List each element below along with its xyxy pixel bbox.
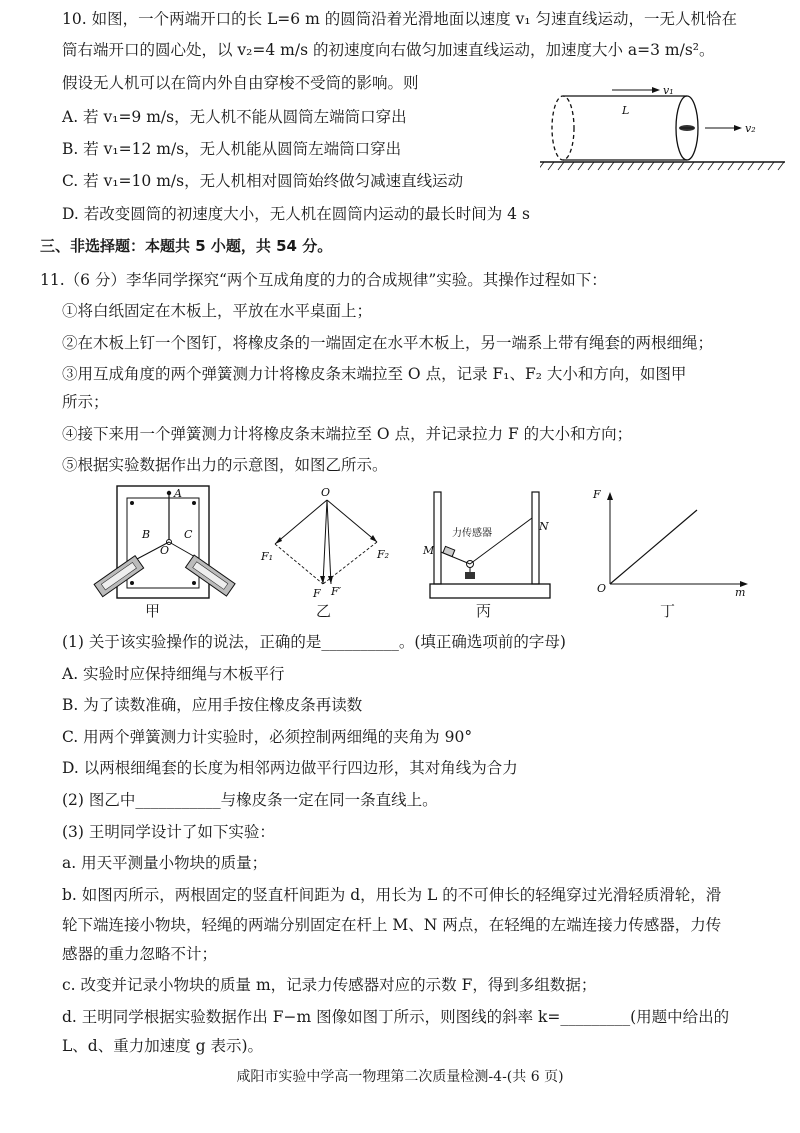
q11-line-1: 11.（6 分）李华同学探究“两个互成角度的力的合成规律”实验。其操作过程如下： [40, 271, 607, 289]
point-n-label: N [539, 520, 549, 533]
point-a-label: A [174, 487, 182, 500]
figure-yi [255, 484, 400, 599]
part-2-question: (2) 图乙中___________与橡皮条一定在同一条直线上。 [62, 791, 438, 809]
part-3-step-a: a. 用天平测量小物块的质量； [62, 854, 268, 872]
caption-jia: 甲 [145, 602, 161, 620]
part-1-question: (1) 关于该实验操作的说法，正确的是__________。(填正确选项前的字母) [62, 633, 566, 651]
point-c-label: C [184, 528, 193, 541]
ding-m-axis-label: m [735, 586, 746, 599]
figure-bing [420, 484, 560, 602]
q10-option-b: B. 若 v₁=12 m/s，无人机能从圆筒左端筒口穿出 [62, 140, 402, 158]
point-m-label: M [423, 544, 435, 557]
q10-option-c: C. 若 v₁=10 m/s，无人机相对圆筒始终做匀减速直线运动 [62, 172, 464, 190]
part-1-option-a: A. 实验时应保持细绳与木板平行 [62, 665, 285, 683]
part-3-intro: (3) 王明同学设计了如下实验： [62, 823, 275, 841]
part-3-step-b-line-3: 感器的重力忽略不计； [62, 945, 218, 963]
v1-label: v₁ [663, 84, 674, 97]
ding-origin-label: O [597, 582, 607, 595]
part-1-option-b: B. 为了读数准确，应用手按住橡皮条再读数 [62, 696, 363, 714]
ding-f-axis-label: F [593, 488, 601, 501]
page-footer: 咸阳市实验中学高一物理第二次质量检测-4-(共 6 页) [236, 1069, 564, 1085]
cylinder-figure [540, 78, 790, 173]
q11-step-5: ⑤根据实验数据作出力的示意图，如图乙所示。 [62, 456, 388, 474]
part-3-step-b-line-2: 轮下端连接小物块，轻绳的两端分别固定在杆上 M、N 两点，在轻绳的左端连接力传感器，力传 [62, 916, 722, 934]
part-1-option-d: D. 以两根细绳套的长度为相邻两边做平行四边形，其对角线为合力 [62, 759, 518, 777]
q10-line-1: 10. 如图，一个两端开口的长 L=6 m 的圆筒沿着光滑地面以速度 v₁ 匀速直线运动，一无人机恰在 [62, 10, 738, 28]
part-3-step-d-line-2: L、d、重力加速度 g 表示)。 [62, 1037, 264, 1055]
q10-line-2: 筒右端开口的圆心处，以 v₂=4 m/s 的初速度向右做匀加速直线运动，加速度大小 a=3 m/s²。 [62, 41, 715, 59]
q11-step-3b: 所示； [62, 393, 109, 411]
part-3-step-c: c. 改变并记录小物块的质量 m，记录力传感器对应的示数 F，得到多组数据； [62, 976, 597, 994]
yi-f1-label: F₁ [261, 550, 274, 563]
q10-line-3: 假设无人机可以在筒内外自由穿梭不受筒的影响。则 [62, 74, 419, 92]
section-3-heading: 三、非选择题：本题共 5 小题，共 54 分。 [40, 237, 333, 255]
q11-step-4: ④接下来用一个弹簧测力计将橡皮条末端拉至 O 点，并记录拉力 F 的大小和方向； [62, 425, 633, 443]
caption-yi: 乙 [316, 602, 332, 620]
caption-ding: 丁 [660, 602, 676, 620]
point-o-label: O [160, 544, 170, 557]
q10-option-d: D. 若改变圆筒的初速度大小，无人机在圆筒内运动的最长时间为 4 s [62, 205, 530, 223]
yi-fprime-label: F′ [331, 585, 342, 598]
q11-step-1: ①将白纸固定在木板上，平放在水平桌面上； [62, 302, 373, 320]
part-1-option-c: C. 用两个弹簧测力计实验时，必须控制两细绳的夹角为 90° [62, 728, 473, 746]
figure-ding [585, 484, 755, 599]
point-b-label: B [142, 528, 151, 541]
part-3-step-d-line-1: d. 王明同学根据实验数据作出 F−m 图像如图丁所示，则图线的斜率 k=_________(用题中给出的 [62, 1008, 730, 1026]
part-3-step-b-line-1: b. 如图丙所示，两根固定的竖直杆间距为 d，用长为 L 的不可伸长的轻绳穿过光滑轻质滑轮，滑 [62, 886, 722, 904]
yi-f2-label: F₂ [377, 548, 390, 561]
yi-f-label: F [313, 587, 321, 599]
q11-step-2: ②在木板上钉一个图钉，将橡皮条的一端固定在水平木板上，另一端系上带有绳套的两根细绳； [62, 334, 714, 352]
yi-o-label: O [321, 486, 331, 499]
q11-step-3a: ③用互成角度的两个弹簧测力计将橡皮条末端拉至 O 点，记录 F₁、F₂ 大小和方向，如图甲 [62, 365, 687, 383]
figure-jia [92, 484, 237, 604]
q10-option-a: A. 若 v₁=9 m/s，无人机不能从圆筒左端筒口穿出 [62, 108, 407, 126]
force-sensor-label: 力传感器 [452, 528, 492, 539]
length-label: L [622, 104, 630, 117]
caption-bing: 丙 [476, 602, 492, 620]
v2-label: v₂ [745, 122, 756, 135]
